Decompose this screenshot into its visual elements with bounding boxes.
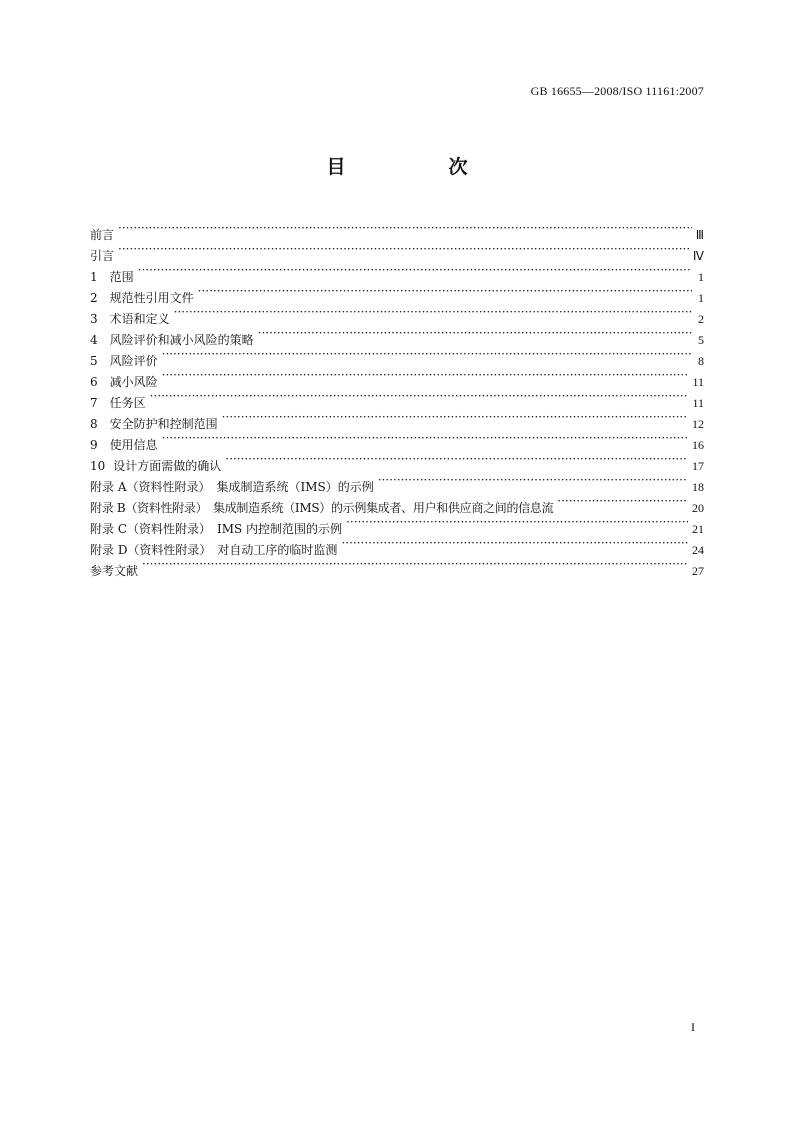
toc-entry-page: 20 xyxy=(692,501,704,515)
toc-entry-label: 附录 D（资料性附录） 对自动工序的临时监测 xyxy=(90,543,338,557)
toc-entry-label: 引言 xyxy=(90,249,115,263)
toc-entry-number: 9 xyxy=(90,438,98,452)
toc-entry-label: 安全防护和控制范围 xyxy=(109,417,218,431)
toc-entry-4[interactable] xyxy=(90,323,704,347)
toc-leader-dots xyxy=(557,491,688,512)
toc-entry-page: 16 xyxy=(692,438,704,452)
toc-leader-dots xyxy=(162,428,688,449)
toc-entry-page: 5 xyxy=(698,333,704,347)
toc-entry-2[interactable] xyxy=(90,281,704,305)
toc-entry-introduction[interactable] xyxy=(90,239,704,263)
toc-entry-8[interactable] xyxy=(90,407,704,431)
standard-code: GB 16655—2008/ISO 11161:2007 xyxy=(530,84,704,98)
toc-entry-number: 1 xyxy=(90,270,98,284)
toc-entry-label: 附录 B（资料性附录） 集成制造系统（IMS）的示例集成者、用户和供应商之间的信息流 xyxy=(90,501,554,515)
toc-entry-page: 27 xyxy=(692,564,704,578)
toc-entry-foreword[interactable] xyxy=(90,218,704,242)
toc-entry-label: 前言 xyxy=(90,228,115,242)
toc-leader-dots xyxy=(174,302,692,323)
toc-entry-page: 1 xyxy=(698,270,704,284)
toc-leader-dots xyxy=(346,512,688,533)
toc-entry-label: 参考文献 xyxy=(90,564,139,578)
toc-entry-number: 7 xyxy=(90,396,98,410)
toc-entry-label: 附录 C（资料性附录） IMS 内控制范围的示例 xyxy=(90,522,343,536)
toc-entry-page: 12 xyxy=(692,417,704,431)
toc-leader-dots xyxy=(198,281,692,302)
toc-entry-label: 使用信息 xyxy=(109,438,158,452)
toc-entry-page: 24 xyxy=(692,543,704,557)
toc-entry-label: 附录 A（资料性附录） 集成制造系统（IMS）的示例 xyxy=(90,480,374,494)
toc-entry-page: 8 xyxy=(698,354,704,368)
toc-entry-label: 设计方面需做的确认 xyxy=(113,459,222,473)
toc-leader-dots xyxy=(118,239,689,260)
toc-entry-7[interactable] xyxy=(90,386,704,410)
toc-entry-number: 10 xyxy=(90,459,106,473)
toc-entry-5[interactable] xyxy=(90,344,704,368)
toc-entry-page: Ⅲ xyxy=(695,228,704,242)
toc-leader-dots xyxy=(378,470,688,491)
toc-entry-1[interactable] xyxy=(90,260,704,284)
toc-entry-page: 11 xyxy=(692,375,704,389)
toc-leader-dots xyxy=(225,449,688,470)
toc-leader-dots xyxy=(142,554,688,575)
toc-entry-number: 5 xyxy=(90,354,98,368)
toc-leader-dots xyxy=(138,260,692,281)
toc-entry-label: 风险评价 xyxy=(109,354,158,368)
toc-entry-9[interactable] xyxy=(90,428,704,452)
toc-leader-dots xyxy=(258,323,692,344)
toc-entry-label: 规范性引用文件 xyxy=(109,291,194,305)
toc-entry-page: 11 xyxy=(692,396,704,410)
toc-entry-label: 任务区 xyxy=(109,396,146,410)
toc-leader-dots xyxy=(118,218,692,239)
toc-entry-label: 范围 xyxy=(109,270,134,284)
toc-entry-page: Ⅳ xyxy=(692,249,704,263)
table-of-contents xyxy=(90,218,704,578)
toc-leader-dots xyxy=(162,365,689,386)
toc-leader-dots xyxy=(222,407,688,428)
toc-entry-3[interactable] xyxy=(90,302,704,326)
toc-entry-6[interactable] xyxy=(90,365,704,389)
toc-entry-label: 减小风险 xyxy=(109,375,158,389)
toc-leader-dots xyxy=(162,344,692,365)
toc-leader-dots xyxy=(341,533,688,554)
toc-entry-label: 风险评价和减小风险的策略 xyxy=(109,333,254,347)
toc-entry-number: 4 xyxy=(90,333,98,347)
page-title: 目 次 xyxy=(326,156,510,178)
page-number: I xyxy=(691,1020,695,1034)
toc-entry-label: 术语和定义 xyxy=(109,312,170,326)
toc-entry-bibliography[interactable] xyxy=(90,554,704,578)
toc-leader-dots xyxy=(150,386,689,407)
toc-entry-page: 17 xyxy=(692,459,704,473)
toc-entry-number: 3 xyxy=(90,312,98,326)
toc-entry-number: 8 xyxy=(90,417,98,431)
toc-entry-number: 6 xyxy=(90,375,98,389)
toc-entry-page: 1 xyxy=(698,291,704,305)
toc-entry-page: 18 xyxy=(692,480,704,494)
toc-entry-page: 2 xyxy=(698,312,704,326)
toc-entry-page: 21 xyxy=(692,522,704,536)
toc-entry-number: 2 xyxy=(90,291,98,305)
toc-entry-10[interactable] xyxy=(90,449,704,473)
